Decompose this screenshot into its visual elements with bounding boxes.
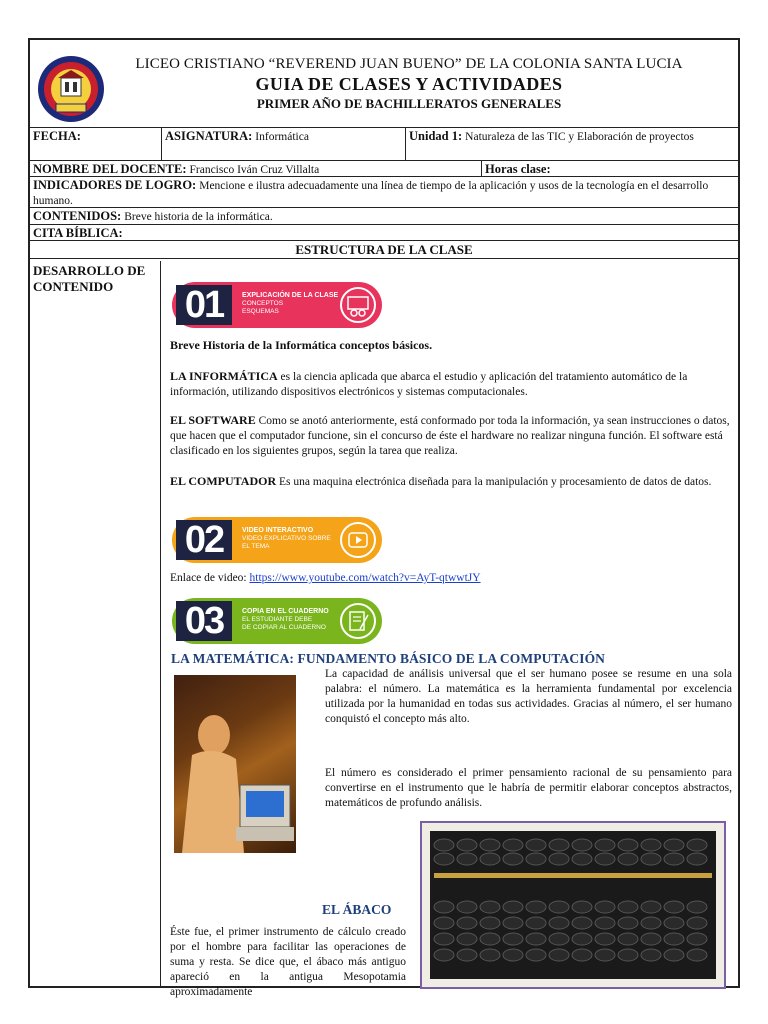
asignatura-value: Informática (255, 131, 309, 143)
contenidos-value: Breve historia de la informática. (124, 211, 273, 223)
notebook-icon (340, 603, 376, 639)
row-contenidos (30, 208, 738, 225)
row-docente (30, 161, 738, 177)
paragraph-informatica (170, 369, 730, 400)
document-page (28, 38, 740, 998)
document-subtitle: PRIMER AÑO DE BACHILLERATOS GENERALES (256, 96, 562, 111)
contenidos-label: CONTENIDOS: (33, 209, 122, 223)
badge-title: EXPLICACIÓN DE LA CLASE (242, 292, 339, 299)
badge-copia (172, 598, 382, 644)
institution-name: LICEO CRISTIANO “REVEREND JUAN BUENO” DE LA COLONIA SANTA LUCIA (135, 56, 683, 72)
docente-label: NOMBRE DEL DOCENTE: (33, 162, 187, 176)
badge-video (172, 517, 382, 563)
row-indicadores (30, 177, 738, 208)
badge-line: CONCEPTOS (242, 300, 284, 307)
math-paragraph-1: La capacidad de análisis universal que el ser humano posee se resume en una sola palabra: el número. La matemática es la herramienta fundamental por excelencia utilizada por la humanidad en todas sus actividades. Gracias al número, el ser humano conquistó el concepto más alto. (325, 668, 732, 725)
cita-label: CITA BÍBLICA: (33, 226, 123, 240)
play-icon (340, 522, 376, 558)
text-informatica: es la ciencia aplicada que abarca el estudio y aplicación del tratamiento automático de la información, utilizando dispositivos electrónicos y sistemas computacionales. (170, 371, 688, 398)
fecha-label: FECHA: (33, 129, 81, 143)
row-cita (30, 225, 738, 241)
paragraph-computador (170, 474, 730, 490)
indicadores-label: INDICADORES DE LOGRO: (33, 178, 197, 192)
term-computador: EL COMPUTADOR (170, 474, 277, 488)
badge-line: EL TEMA (242, 543, 270, 550)
abaco-paragraph: Éste fue, el primer instrumento de cálculo creado por el hombre para facilitar las operaciones de suma y resta. Se dice que, el ábaco más antiguo apareció en la antigua Mesopotamia aproximadamente (170, 926, 406, 998)
teacher-icon (340, 287, 376, 323)
term-software: EL SOFTWARE (170, 413, 256, 427)
badge-number: 01 (176, 285, 232, 325)
badge-line: VIDEO EXPLICATIVO SOBRE (242, 535, 331, 542)
unidad-label: Unidad 1: (409, 129, 463, 143)
badge-number: 03 (176, 601, 232, 641)
text-computador: Es una maquina electrónica diseñada para la manipulación y procesamiento de datos de datos. (279, 476, 712, 488)
horas-label: Horas clase: (485, 162, 551, 176)
video-label: Enlace de video: (170, 572, 247, 584)
badge-line: ESQUEMAS (242, 308, 279, 315)
estructura-title: ESTRUCTURA DE LA CLASE (295, 242, 473, 257)
math-title: LA MATEMÁTICA: FUNDAMENTO BÁSICO DE LA COMPUTACIÓN (171, 651, 606, 666)
text-software: Como se anotó anteriormente, está conformado por toda la información, ya sean instrucciones o datos, que hacen que el computador funcione, sin el concurso de éste el hardware no realizar ninguna función. El software está clasificado en los siguientes grupos, según la tarea que realiza. (170, 415, 730, 457)
badge-title: VIDEO INTERACTIVO (242, 527, 314, 534)
indicadores-value: Mencione e ilustra adecuadamente una línea de tiempo de la aplicación y usos de la tecnología en el desarrollo humano. (33, 180, 709, 207)
math-paragraph-2: El número es considerado el primer pensamiento racional de su pensamiento para convertirse en el instrumento que le habría de permitir elaborar conceptos abstractos, matemáticos de profundo análisis. (325, 767, 732, 809)
badge-title: COPIA EN EL CUADERNO (242, 608, 329, 615)
term-informatica: LA INFORMÁTICA (170, 369, 278, 383)
asignatura-label: ASIGNATURA: (165, 129, 253, 143)
video-link-line (170, 571, 730, 586)
class-content (30, 261, 738, 998)
badge-line: EL ESTUDIANTE DEBE (242, 616, 313, 623)
row-estructura (30, 241, 738, 259)
abaco-title: EL ÁBACO (322, 902, 392, 917)
intro-title: Breve Historia de la Informática conceptos básicos. (170, 338, 433, 352)
computer-person-image (174, 675, 296, 853)
unidad-value: Naturaleza de las TIC y Elaboración de proyectos (465, 131, 694, 143)
content-body (162, 261, 738, 998)
video-link[interactable]: https://www.youtube.com/watch?v=AyT-qtwwtJY (249, 572, 481, 584)
paragraph-software (170, 413, 730, 459)
document-header (30, 40, 738, 128)
docente-value: Francisco Iván Cruz Villalta (189, 164, 320, 176)
badge-line: DE COPIAR AL CUADERNO (242, 624, 326, 631)
document-title: GUIA DE CLASES Y ACTIVIDADES (255, 74, 563, 94)
row-fecha (30, 128, 738, 161)
badge-explicacion (172, 282, 382, 328)
desarrollo-label: DESARROLLO DE CONTENIDO (30, 261, 161, 986)
badge-number: 02 (176, 520, 232, 560)
abacus-image (420, 821, 726, 989)
